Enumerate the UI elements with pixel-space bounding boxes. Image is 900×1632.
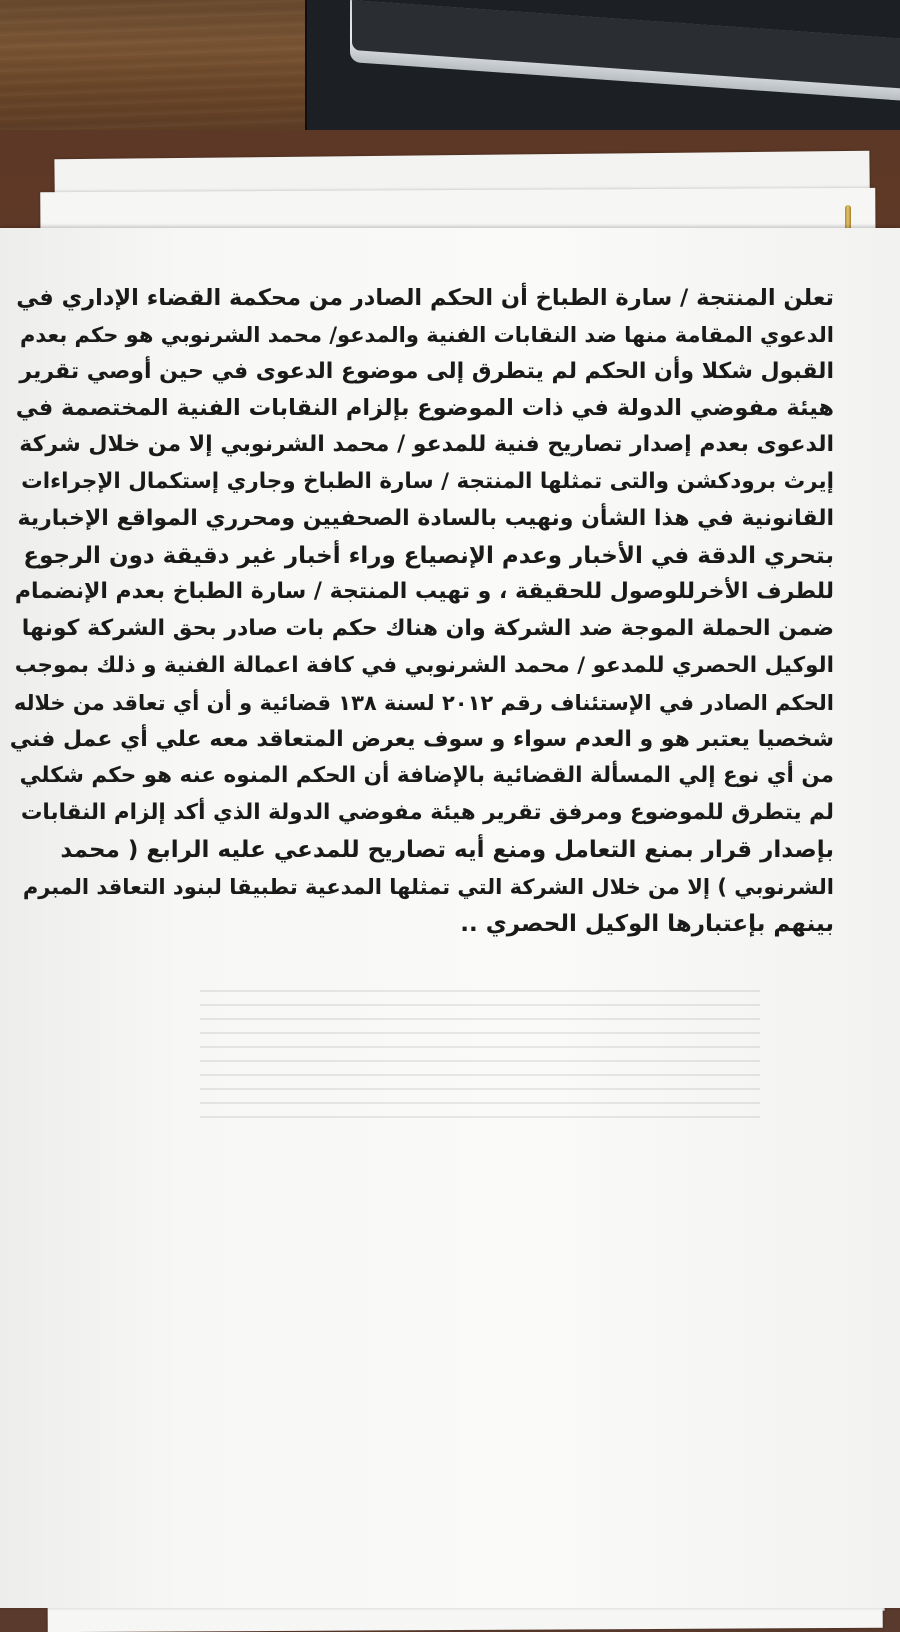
document-line-17: الشرنوبي ) إلا من خلال الشركة التي تمثلها المدعية تطبيقا لبنود التعاقد المبرم — [22, 874, 834, 899]
document-line-13: شخصيا يعتبر هو و العدم سواء و سوف يعرض المتعاقد معه علي أي عمل فني — [9, 726, 834, 752]
document-line-1: تعلن المنتجة / سارة الطباخ أن الحكم الصادر من محكمة القضاء الإداري في — [16, 285, 834, 311]
document-line-2: الدعوي المقامة منها ضد النقابات الفنية والمدعو/ محمد الشرنوبي هو حكم بعدم — [19, 322, 834, 347]
document-line-10: ضمن الحملة الموجة ضد الشركة وان هناك حكم بات صادر بحق الشركة كونها — [21, 616, 834, 642]
document-line-4: هيئة مفوضي الدولة في ذات الموضوع بإلزام النقابات الفنية المختصمة في — [15, 395, 834, 422]
bleed-through-text — [200, 990, 760, 1130]
document-line-16: بإصدار قرار بمنع التعامل ومنع أيه تصاريح للمدعي عليه الرابع ( محمد — [60, 836, 834, 863]
document-line-8: بتحري الدقة في الأخبار وعدم الإنصياع وراء أخبار غير دقيقة دون الرجوع — [23, 542, 834, 569]
document-line-12: الحكم الصادر في الإستئناف رقم ٢٠١٢ لسنة ١٣٨ قضائية و أن أي تعاقد من خلاله — [13, 690, 834, 715]
document-line-5: الدعوى بعدم إصدار تصاريح فنية للمدعو / محمد الشرنوبي إلا من خلال شركة — [19, 432, 834, 458]
document-line-3: القبول شكلا وأن الحكم لم يتطرق إلى موضوع الدعوى في حين أوصي تقرير — [19, 358, 834, 384]
document-body — [8, 280, 834, 942]
document-line-7: القانونية في هذا الشأن ونهيب بالسادة الصحفيين ومحرري المواقع الإخبارية — [17, 505, 834, 531]
document-line-14: من أي نوع إلي المسألة القضائية بالإضافة أن الحكم المنوه عنه هو حكم شكلي — [19, 763, 834, 789]
document-line-18: بينهم بإعتبارها الوكيل الحصري .. — [460, 910, 834, 937]
document-line-15: لم يتطرق للموضوع ومرفق تقرير هيئة مفوضي الدولة الذي أكد إلزام النقابات — [20, 800, 834, 826]
document-line-11: الوكيل الحصري للمدعو / محمد الشرنوبي في كافة اعمالة الفنية و ذلك بموجب — [14, 652, 834, 678]
document-line-6: إيرث برودكشن والتى تمثلها المنتجة / سارة الطباخ وجاري إستكمال الإجراءات — [21, 468, 834, 494]
document-line-9: للطرف الأخرللوصول للحقيقة ، و تهيب المنتجة / سارة الطباخ بعدم الإنضمام — [14, 579, 834, 605]
